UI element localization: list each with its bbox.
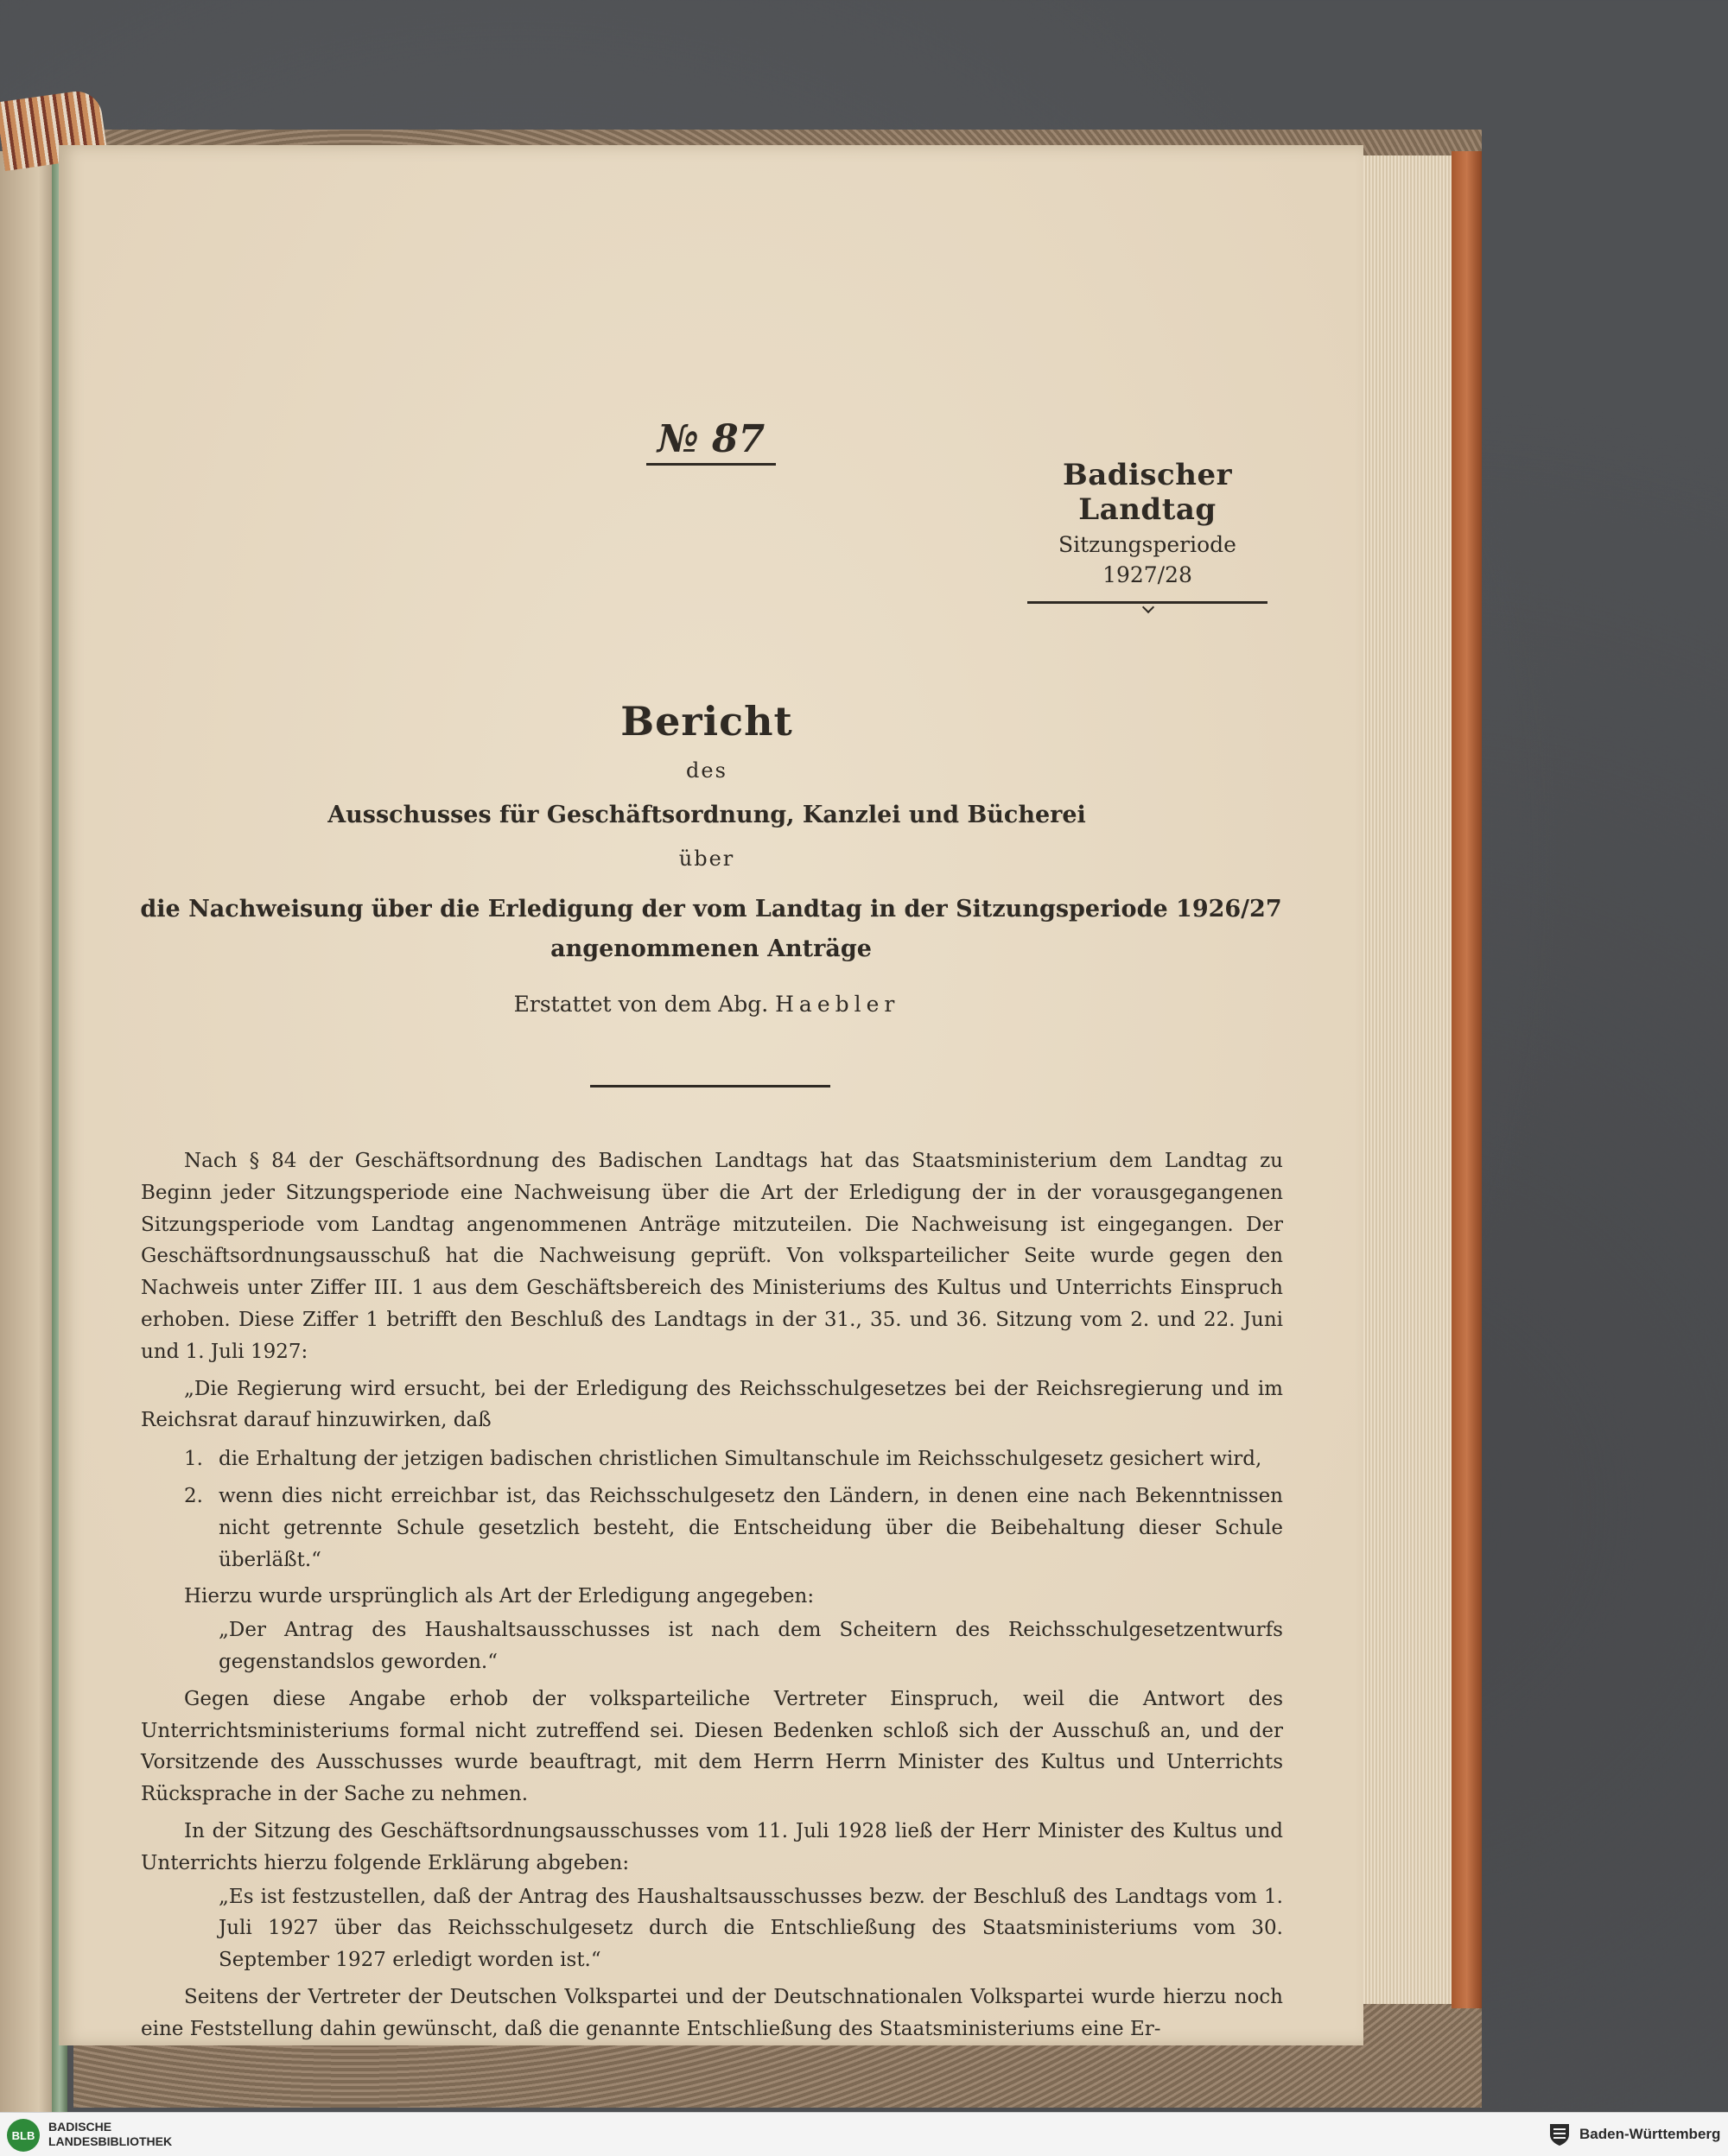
report-subject: die Nachweisung über die Erledigung der vom Landtag in der Sitzungsperiode 1926/27 angenommenen Anträge: [140, 896, 1282, 962]
blb-logo[interactable]: BLB: [7, 2119, 40, 2152]
paragraph-1: Nach § 84 der Geschäftsordnung des Badischen Landtags hat das Staatsministerium dem Landtag zu Beginn jeder Sitzungsperiode eine Nachweisung über die Art der Erledigung der in der vorausgegangenen Sitzungsperiode vom Landtag angenommenen Anträge mitzuteilen. Die Nachweisung ist eingegangen. Der Geschäftsordnungsausschuß hat die Nachweisung geprüft. Von volksparteilicher Seite wurde gegen den Nachweis unter Ziffer III. 1 aus dem Geschäftsbereich des Ministeriums des Kultus und Unterrichts Einspruch erhoben. Diese Ziffer 1 betrifft den Beschluß des Landtags in der 31., 35. und 36. Sitzung vom 2. und 22. Juni und 1. Juli 1927:: [141, 1150, 1283, 1363]
resolution-list: [141, 1443, 1283, 1576]
library-name-line-2: LANDESBIBLIOTHEK: [48, 2134, 173, 2148]
state-name[interactable]: Baden-Württemberg: [1579, 2126, 1721, 2142]
viewer-footer: [0, 2112, 1728, 2156]
quote-2: „Es ist festzustellen, daß der Antrag des Haushaltsausschusses bezw. der Beschluß des Landtags vom 1. Juli 1927 über das Reichsschulgesetz durch die Entschließung des Staatsministeriums vom 30. September 1927 erledigt worden ist.“: [219, 1885, 1283, 1972]
document-number: № 87: [646, 417, 776, 466]
leather-binding: [1452, 151, 1482, 2008]
document-page: [59, 145, 1363, 2045]
paragraph-2: „Die Regierung wird ersucht, bei der Erledigung des Reichsschulgesetzes bei der Reichsregierung und im Reichsrat darauf hinzuwirken, daß: [141, 1377, 1283, 1432]
masthead-rule: [1027, 601, 1267, 604]
author-name: Haebler: [775, 992, 900, 1017]
section-divider: [590, 1085, 830, 1088]
paragraph-5: In der Sitzung des Geschäftsordnungsausschusses vom 11. Juli 1928 ließ der Herr Minister des Kultus und Unterrichts hierzu folgende Erklärung abgeben:: [141, 1819, 1283, 1874]
list-item-text: wenn dies nicht erreichbar ist, das Reichsschulgesetz den Ländern, in denen eine nach Bekenntnissen nicht getrennte Schule gesetzlich besteht, die Entscheidung über die Beibehaltung dieser Schule überläßt.“: [219, 1484, 1283, 1571]
heading-des: des: [686, 758, 727, 783]
list-item-number: 2.: [184, 1484, 203, 1507]
committee-name: Ausschusses für Geschäftsordnung, Kanzlei und Bücherei: [327, 802, 1086, 828]
report-body: [141, 1145, 1283, 2045]
library-name[interactable]: [48, 2120, 172, 2149]
coat-of-arms-icon: [1547, 2121, 1572, 2147]
quote-1: „Der Antrag des Haushaltsausschusses ist nach dem Scheitern des Reichsschulgesetzentwurfs gegenstandslos geworden.“: [219, 1619, 1283, 1673]
report-title: Bericht: [620, 698, 793, 745]
paragraph-4: Gegen diese Angabe erhob der volksparteiliche Vertreter Einspruch, weil die Antwort des Unterrichtsministeriums formal nicht zutreffend sei. Diesen Bedenken schloß sich der Ausschuß an, und der Vorsitzende des Ausschusses wurde beauftragt, mit dem Herrn Herrn Minister des Kultus und Unterrichts Rücksprache in der Sache zu nehmen.: [141, 1687, 1283, 1806]
paragraph-3: Hierzu wurde ursprünglich als Art der Erledigung angegeben:: [184, 1585, 815, 1608]
page-block-edge: [1356, 155, 1457, 2004]
author-prefix: Erstattet von dem Abg.: [513, 992, 769, 1017]
list-item-text: die Erhaltung der jetzigen badischen christlichen Simultanschule im Reichsschulgesetz gesichert wird,: [219, 1448, 1262, 1471]
list-item: [184, 1443, 1283, 1475]
heading-ueber: über: [678, 847, 735, 871]
list-item-number: 1.: [184, 1448, 203, 1471]
library-name-line-1: BADISCHE: [48, 2120, 112, 2134]
masthead: [1018, 458, 1277, 604]
masthead-session: Sitzungsperiode: [1058, 532, 1236, 557]
masthead-title: Badischer Landtag: [1062, 458, 1233, 527]
paragraph-6: Seitens der Vertreter der Deutschen Volkspartei und der Deutschnationalen Volkspartei wurde hierzu noch eine Feststellung dahin gewünscht, daß die genannte Entschließung des Staatsministeriums eine Er-: [141, 1985, 1283, 2040]
list-item: [184, 1481, 1283, 1576]
author-line: [128, 992, 1286, 1017]
masthead-years: 1927/28: [1102, 562, 1192, 587]
